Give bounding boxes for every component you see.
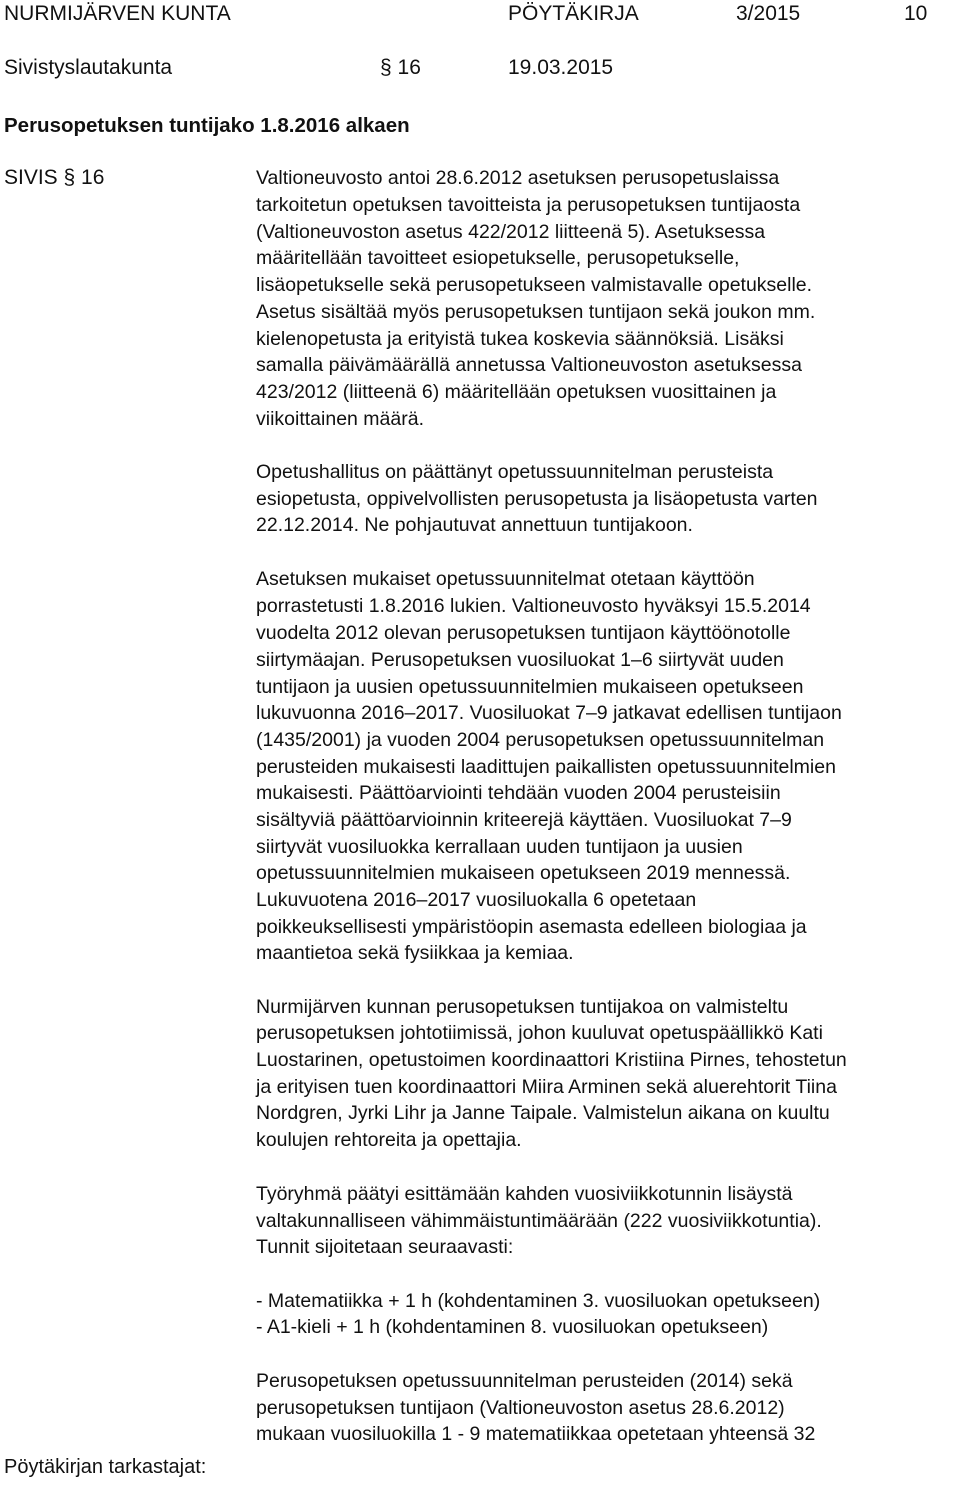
text-line: viikoittainen määrä. xyxy=(256,408,424,430)
sivis-label: SIVIS § 16 xyxy=(4,166,105,189)
text-line: Nordgren, Jyrki Lihr ja Janne Taipale. Valmistelun aikana on kuultu xyxy=(256,1102,830,1124)
footer-label: Pöytäkirjan tarkastajat: xyxy=(4,1456,207,1478)
text-line: esiopetusta, oppivelvollisten perusopetusta ja lisäopetusta varten xyxy=(256,488,818,510)
text-line: sisältyviä päättöarvioinnin kriteerejä käyttäen. Vuosiluokat 7–9 xyxy=(256,809,792,831)
text-line: Valtioneuvosto antoi 28.6.2012 asetuksen perusopetuslaissa xyxy=(256,167,780,189)
list-item: - Matematiikka + 1 h (kohdentaminen 3. vuosiluokan opetukseen) xyxy=(256,1290,821,1312)
text-line: Asetus sisältää myös perusopetuksen tuntijaon sekä joukon mm. xyxy=(256,301,816,323)
text-line: koulujen rehtoreita ja opettajia. xyxy=(256,1129,522,1151)
text-line: Työryhmä päätyi esittämään kahden vuosiviikkotunnin lisäystä xyxy=(256,1183,793,1205)
text-line: Opetushallitus on päättänyt opetussuunnitelman perusteista xyxy=(256,461,774,483)
org-name: NURMIJÄRVEN KUNTA xyxy=(4,2,231,25)
text-line: kielenopetusta ja erityistä tukea koskevia säännöksiä. Lisäksi xyxy=(256,328,784,350)
text-line: valtakunnalliseen vähimmäistuntimäärään (222 vuosiviikkotuntia). xyxy=(256,1210,822,1232)
text-line: samalla päivämäärällä annetussa Valtioneuvoston asetuksessa xyxy=(256,354,802,376)
doc-type: PÖYTÄKIRJA xyxy=(508,2,639,25)
text-line: (1435/2001) ja vuoden 2004 perusopetuksen opetussuunnitelman xyxy=(256,729,825,751)
text-line: lukuvuonna 2016–2017. Vuosiluokat 7–9 jatkavat edellisen tuntijaon xyxy=(256,702,842,724)
text-line: Perusopetuksen opetussuunnitelman perusteiden (2014) sekä xyxy=(256,1370,793,1392)
text-line: opetussuunnitelmien mukaiseen opetukseen 2019 mennessä. xyxy=(256,862,791,884)
text-line: poikkeuksellisesti ympäristöopin asemasta edelleen biologiaa ja xyxy=(256,916,807,938)
committee-name: Sivistyslautakunta xyxy=(4,56,173,79)
text-line: 423/2012 (liitteenä 6) määritellään opetuksen vuosittainen ja xyxy=(256,381,777,403)
doc-number: 3/2015 xyxy=(736,2,801,25)
text-line: siirtyvät vuosiluokka kerrallaan uuden tuntijaon ja uusien xyxy=(256,836,743,858)
text-line: Lukuvuotena 2016–2017 vuosiluokalla 6 opetetaan xyxy=(256,889,697,911)
text-line: perusopetuksen tuntijaon (Valtioneuvoston asetus 28.6.2012) xyxy=(256,1397,785,1419)
text-line: Tunnit sijoitetaan seuraavasti: xyxy=(256,1236,514,1258)
text-line: Luostarinen, opetustoimen koordinaattori Kristiina Pirnes, tehostetun xyxy=(256,1049,847,1071)
text-line: lisäopetukselle sekä perusopetukseen valmistavalle opetukselle. xyxy=(256,274,813,296)
text-line: perusopetuksen johtotiimissä, johon kuuluvat opetuspäällikkö Kati xyxy=(256,1022,823,1044)
page-title: Perusopetuksen tuntijako 1.8.2016 alkaen xyxy=(4,114,410,137)
text-line: tarkoitetun opetuksen tavoitteista ja perusopetuksen tuntijaosta xyxy=(256,194,801,216)
section-number: § 16 xyxy=(380,56,421,79)
text-line: ja erityisen tuen koordinaattori Miira Arminen sekä aluerehtorit Tiina xyxy=(256,1076,837,1098)
text-line: siirtymäajan. Perusopetuksen vuosiluokat 1–6 siirtyvät uuden xyxy=(256,649,784,671)
text-line: mukaan vuosiluokilla 1 - 9 matematiikkaa opetetaan yhteensä 32 xyxy=(256,1423,816,1445)
text-line: porrastetusti 1.8.2016 lukien. Valtioneuvosto hyväksyi 15.5.2014 xyxy=(256,595,811,617)
text-line: mukaisesti. Päättöarviointi tehdään vuoden 2004 perusteisiin xyxy=(256,782,781,804)
meeting-date: 19.03.2015 xyxy=(508,56,614,79)
text-line: Asetuksen mukaiset opetussuunnitelmat otetaan käyttöön xyxy=(256,568,755,590)
text-line: 22.12.2014. Ne pohjautuvat annettuun tuntijakoon. xyxy=(256,514,693,536)
text-line: maantietoa sekä fysiikkaa ja kemiaa. xyxy=(256,942,574,964)
text-line: perusteiden mukaisesti laadittujen paikallisten opetussuunnitelmien xyxy=(256,756,836,778)
text-line: Nurmijärven kunnan perusopetuksen tuntijakoa on valmisteltu xyxy=(256,996,789,1018)
text-line: vuodelta 2012 olevan perusopetuksen tuntijaon käyttöönotolle xyxy=(256,622,791,644)
page-number: 10 xyxy=(904,2,928,25)
text-line: tuntijaon ja uusien opetussuunnitelmien mukaiseen opetukseen xyxy=(256,676,804,698)
list-item: - A1-kieli + 1 h (kohdentaminen 8. vuosiluokan opetukseen) xyxy=(256,1316,769,1338)
text-line: määritellään tavoitteet esiopetukselle, perusopetukselle, xyxy=(256,247,740,269)
text-line: (Valtioneuvoston asetus 422/2012 liitteenä 5). Asetuksessa xyxy=(256,221,766,243)
